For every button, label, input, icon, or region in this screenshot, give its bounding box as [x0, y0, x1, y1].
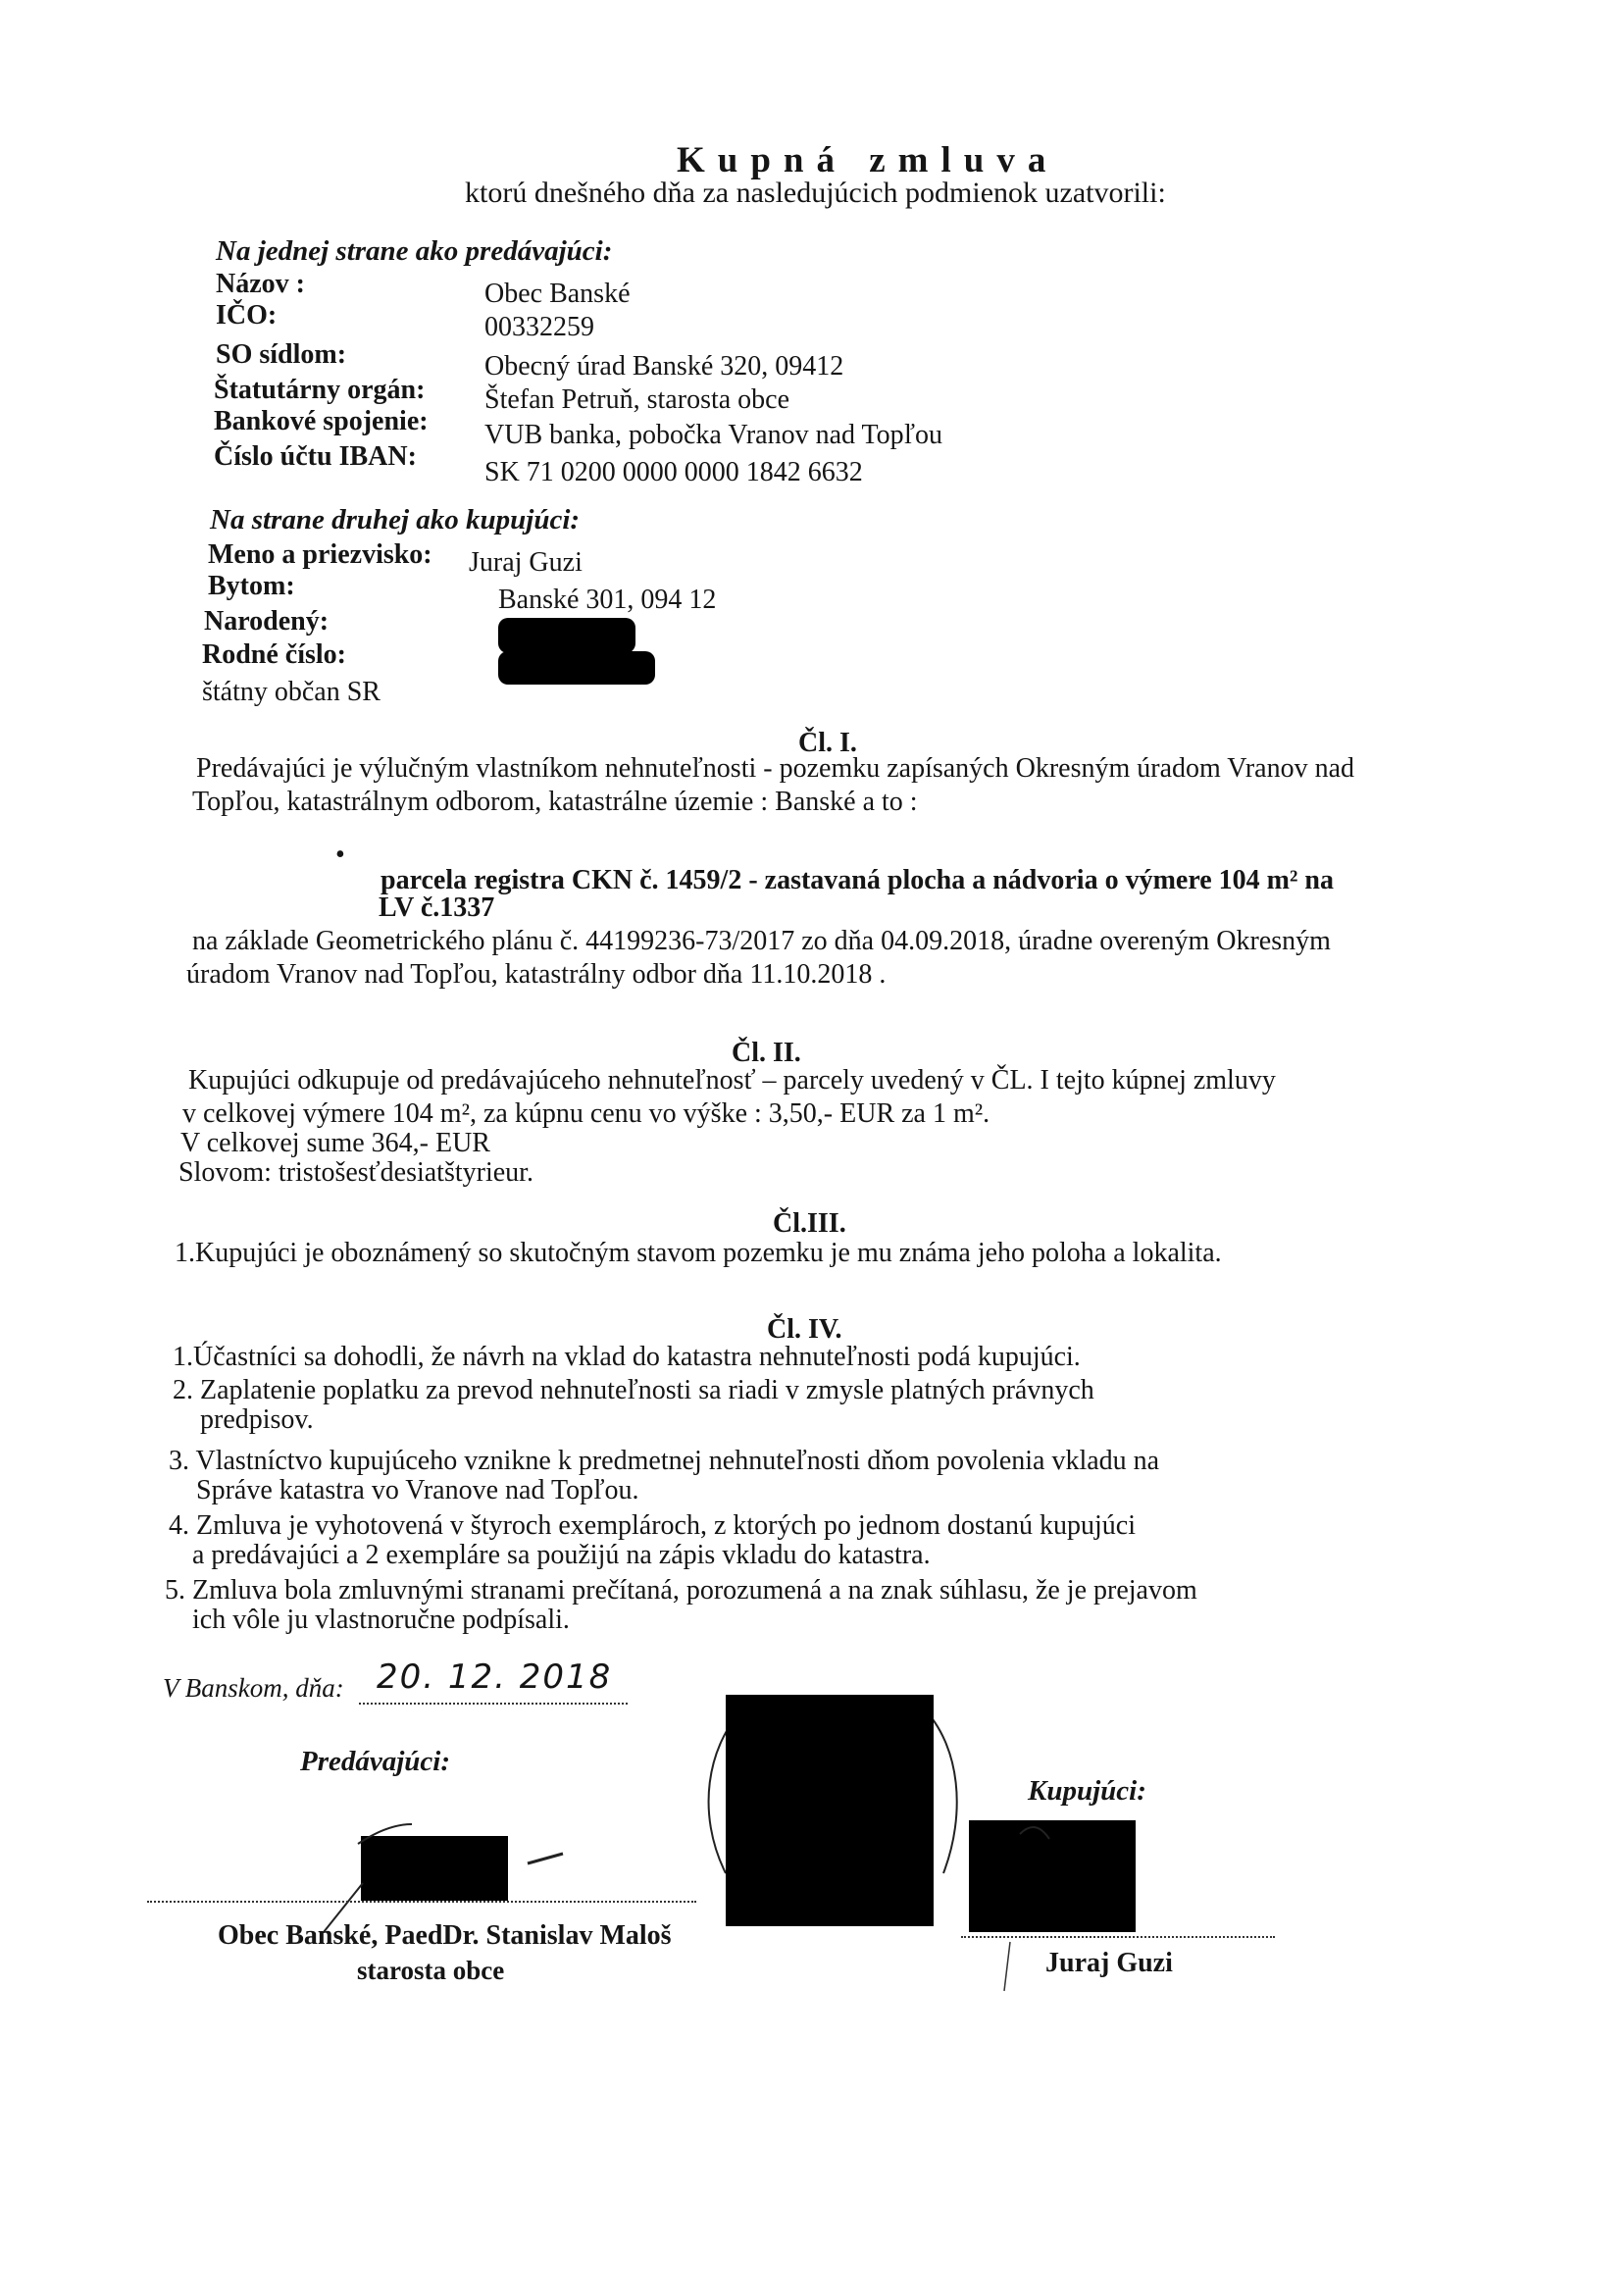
article-3-heading: Čl.III. [773, 1208, 846, 1239]
article-2-line-4: Slovom: tristošesťdesiatštyrieur. [178, 1157, 533, 1188]
article-1-line-1: Predávajúci je výlučným vlastníkom nehnuteľnosti - pozemku zapísaných Okresným úradom Vranov nad [196, 753, 1355, 784]
redaction-stamp [726, 1695, 934, 1926]
buyer-label-name: Meno a priezvisko: [208, 539, 432, 570]
seller-value-seat: Obecný úrad Banské 320, 09412 [484, 351, 844, 382]
article-2-line-1: Kupujúci odkupuje od predávajúceho nehnuteľnosť – parcely uvedený v ČL. I tejto kúpnej zmluvy [188, 1065, 1276, 1096]
article-2-heading: Čl. II. [732, 1038, 801, 1068]
buyer-value-name: Juraj Guzi [469, 547, 583, 578]
buyer-signatory-name: Juraj Guzi [1045, 1948, 1173, 1978]
seller-signatory-name: Obec Banské, PaedDr. Stanislav Maloš [218, 1920, 672, 1951]
article-2-line-2: v celkovej výmere 104 m², za kúpnu cenu vo výške : 3,50,- EUR za 1 m². [182, 1098, 990, 1129]
seller-signature-line [147, 1901, 696, 1903]
article-4-line-1: 1.Účastníci sa dohodli, že návrh na vklad do katastra nehnuteľnosti podá kupujúci. [173, 1342, 1081, 1372]
buyer-value-residence: Banské 301, 094 12 [498, 585, 717, 615]
article-1-plan-line-2: úradom Vranov nad Topľou, katastrálny odbor dňa 11.10.2018 . [186, 959, 887, 990]
article-3-line-1: 1.Kupujúci je oboznámený so skutočným stavom pozemku je mu známa jeho poloha a lokalita. [175, 1238, 1222, 1268]
article-4-line-3: predpisov. [200, 1404, 314, 1435]
article-2-line-3: V celkovej sume 364,- EUR [180, 1128, 490, 1158]
seller-value-name: Obec Banské [484, 279, 631, 309]
document-subtitle: ktorú dnešného dňa za nasledujúcich podmienok uzatvorili: [465, 177, 1166, 209]
buyer-heading: Na strane druhej ako kupujúci: [210, 504, 581, 535]
seller-label-name: Názov : [216, 269, 305, 299]
buyer-citizenship: štátny občan SR [202, 677, 381, 707]
article-4-line-2: 2. Zaplatenie poplatku za prevod nehnuteľnosti sa riadi v zmysle platných právnych [173, 1375, 1094, 1405]
signing-place-label: V Banskom, dňa: [163, 1673, 344, 1703]
seller-value-ico: 00332259 [484, 312, 594, 342]
article-4-line-6: 4. Zmluva je vyhotovená v štyroch exemplároch, z ktorých po jednom dostanú kupujúci [169, 1510, 1136, 1541]
seller-label-ico: IČO: [216, 300, 278, 331]
document-title: Kupná zmluva [677, 140, 1059, 180]
date-dotted-line [359, 1703, 628, 1705]
article-1-line-2: Topľou, katastrálnym odborom, katastrálne územie : Banské a to : [192, 787, 918, 817]
article-1-parcel-line-1: parcela registra CKN č. 1459/2 - zastavaná plocha a nádvoria o výmere 104 m² na [381, 865, 1334, 895]
redaction-id-number [498, 651, 655, 685]
seller-value-bank: VUB banka, pobočka Vranov nad Topľou [484, 420, 943, 450]
signing-date-handwritten: 20. 12. 2018 [377, 1657, 613, 1697]
seller-label-seat: SO sídlom: [216, 339, 347, 370]
seller-signatory-title: starosta obce [357, 1956, 505, 1985]
seller-value-organ: Štefan Petruň, starosta obce [484, 384, 790, 415]
article-1-parcel-line-2: LV č.1337 [379, 892, 495, 923]
article-4-line-8: 5. Zmluva bola zmluvnými stranami prečítaná, porozumená a na znak súhlasu, že je prejavom [165, 1575, 1197, 1606]
seller-heading: Na jednej strane ako predávajúci: [216, 235, 613, 267]
article-4-line-7: a predávajúci a 2 exempláre sa použijú na zápis vkladu do katastra. [192, 1540, 931, 1570]
article-4-line-4: 3. Vlastníctvo kupujúceho vznikne k predmetnej nehnuteľnosti dňom povolenia vkladu na [169, 1446, 1160, 1476]
buyer-label-residence: Bytom: [208, 571, 295, 601]
article-1-plan-line-1: na základe Geometrického plánu č. 44199236-73/2017 zo dňa 04.09.2018, úradne overeným Okresným [192, 926, 1331, 956]
article-4-line-5: Správe katastra vo Vranove nad Topľou. [196, 1475, 639, 1505]
article-4-heading: Čl. IV. [767, 1314, 842, 1345]
buyer-signature-line [961, 1936, 1275, 1938]
article-1-bullet: • [335, 840, 345, 870]
buyer-signature-label: Kupujúci: [1028, 1775, 1146, 1807]
seller-label-iban: Číslo účtu IBAN: [214, 441, 417, 472]
seller-signature-label: Predávajúci: [300, 1746, 451, 1777]
buyer-label-born: Narodený: [204, 606, 330, 637]
redaction-birthdate [498, 618, 635, 653]
seller-label-bank: Bankové spojenie: [214, 406, 429, 436]
article-1-heading: Čl. I. [798, 728, 857, 758]
seller-label-organ: Štatutárny orgán: [214, 375, 426, 405]
buyer-label-id: Rodné číslo: [202, 639, 346, 670]
seller-value-iban: SK 71 0200 0000 0000 1842 6632 [484, 457, 863, 487]
article-4-line-9: ich vôle ju vlastnoručne podpísali. [192, 1605, 570, 1635]
